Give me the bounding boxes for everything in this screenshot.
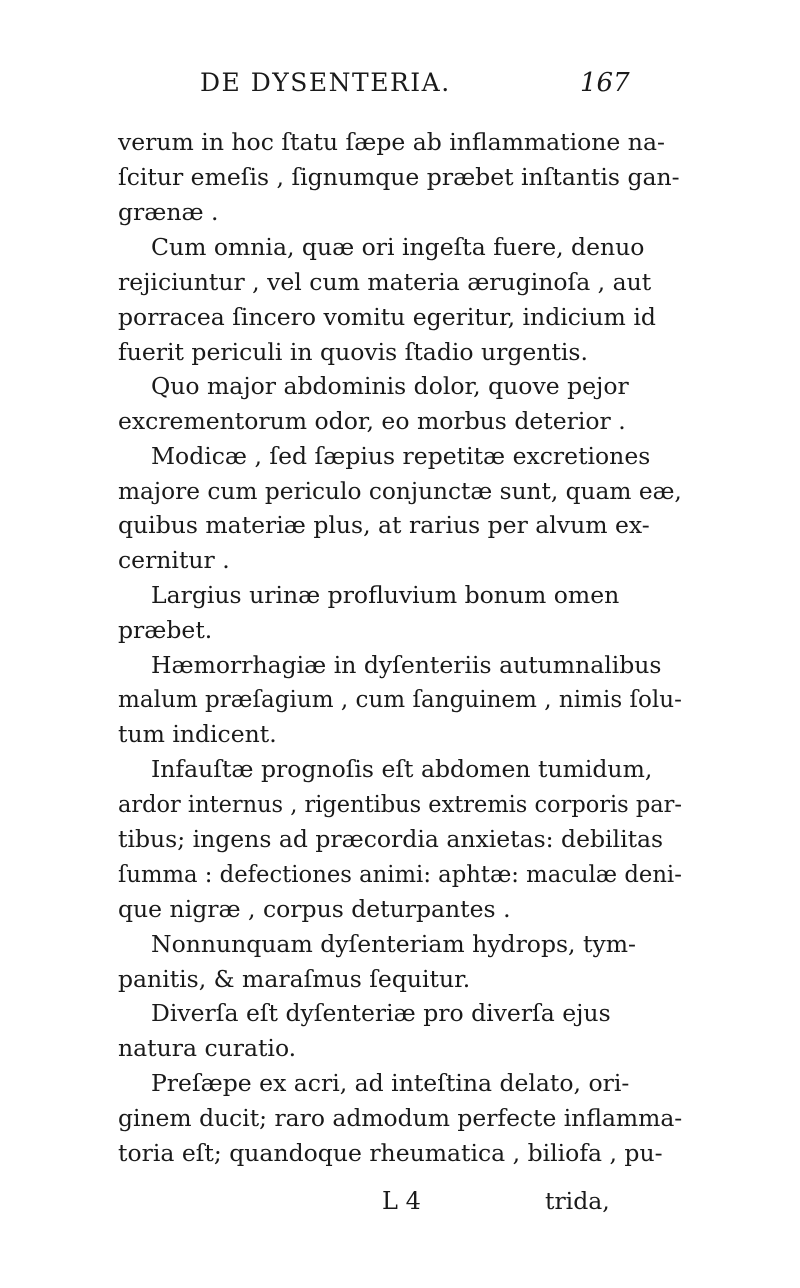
text-line: ginem ducit; raro admodum perfecte inflamma- xyxy=(118,1104,683,1132)
text-line: que nigræ , corpus deturpantes . xyxy=(118,895,511,923)
text-line: Hæmorrhagiæ in dyſenteriis autumnalibus xyxy=(151,651,662,679)
running-head-title: DE DYSENTERIA. xyxy=(200,68,451,97)
text-line: grænæ . xyxy=(118,198,219,226)
text-line: Infauſtæ prognoſis eſt abdomen tumidum, xyxy=(151,755,653,783)
text-line: Cum omnia, quæ ori ingeſta fuere, denuo xyxy=(151,233,645,261)
text-line: majore cum periculo conjunctæ sunt, quam eæ, xyxy=(118,477,682,505)
text-line: Preſæpe ex acri, ad inteſtina delato, ori- xyxy=(151,1069,630,1097)
text-line: præbet. xyxy=(118,616,213,644)
text-line: fuerit periculi in quovis ſtadio urgentis. xyxy=(118,338,588,366)
text-line: quibus materiæ plus, at rarius per alvum ex- xyxy=(118,511,650,539)
text-line: porracea ſincero vomitu egeritur, indicium id xyxy=(118,303,656,331)
text-line: Modicæ , ſed ſæpius repetitæ excretiones xyxy=(151,442,651,470)
text-line: toria eſt; quandoque rheumatica , biliofa , pu- xyxy=(118,1139,663,1167)
signature-mark: L 4 xyxy=(382,1187,421,1215)
page-number: 167 xyxy=(580,68,630,98)
text-line: ſcitur emeſis , ſignumque præbet inſtantis gan- xyxy=(118,163,680,191)
text-line: Largius urinæ profluvium bonum omen xyxy=(151,581,620,609)
text-line: excrementorum odor, eo morbus deterior . xyxy=(118,407,626,435)
text-line: tibus; ingens ad præcordia anxietas: debilitas xyxy=(118,825,664,853)
text-line: natura curatio. xyxy=(118,1034,297,1062)
text-line: Diverſa eſt dyſenteriæ pro diverſa ejus xyxy=(151,999,611,1027)
text-line: tum indicent. xyxy=(118,720,277,748)
text-line: Quo major abdominis dolor, quove pejor xyxy=(151,372,629,400)
text-line: verum in hoc ſtatu ſæpe ab inflammatione na- xyxy=(118,128,665,156)
text-line: malum præſagium , cum ſanguinem , nimis ſolu- xyxy=(118,685,682,713)
text-line: rejiciuntur , vel cum materia æruginoſa , aut xyxy=(118,268,652,296)
text-line: ſumma : defectiones animi: aphtæ: maculæ deni- xyxy=(118,860,682,888)
catchword: trida, xyxy=(545,1187,610,1215)
text-line: Nonnunquam dyſenteriam hydrops, tym- xyxy=(151,930,636,958)
text-line: ardor internus , rigentibus extremis corporis par- xyxy=(118,790,682,818)
text-line: cernitur . xyxy=(118,546,230,574)
text-line: panitis, & maraſmus ſequitur. xyxy=(118,965,471,993)
